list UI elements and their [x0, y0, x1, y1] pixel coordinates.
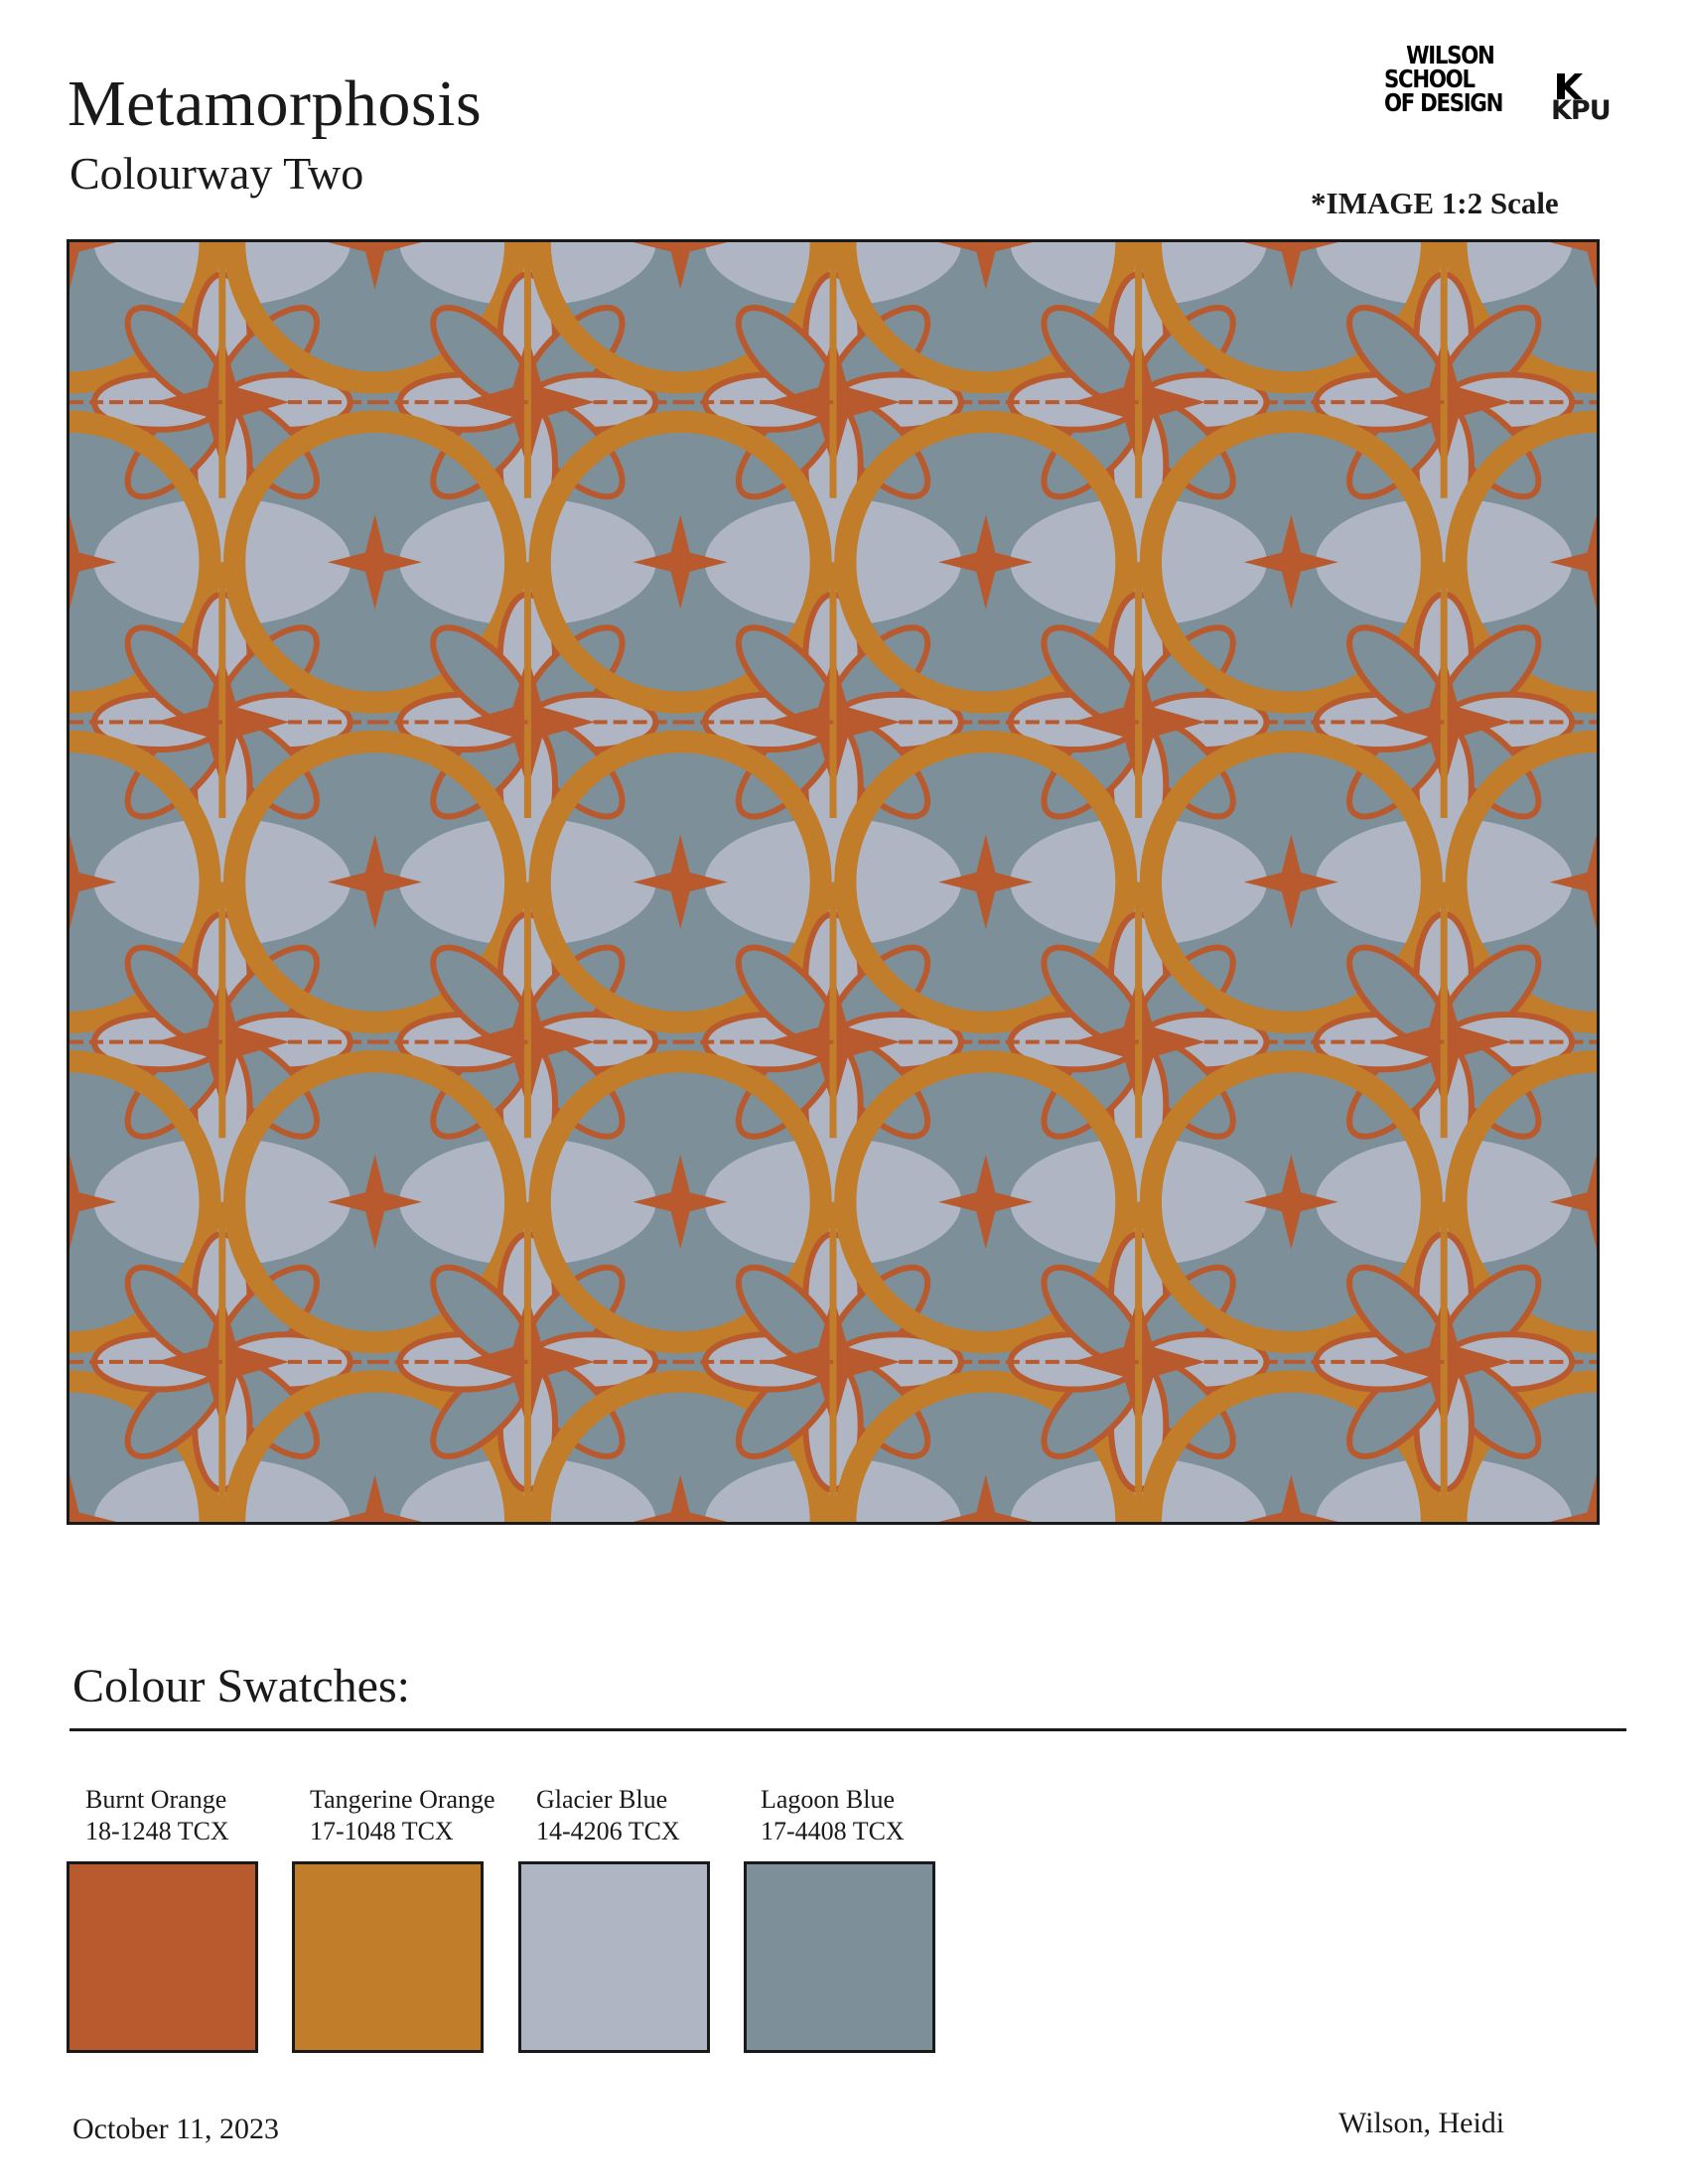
swatch-code: 17-4408 TCX — [761, 1817, 905, 1845]
page-title: Metamorphosis — [68, 68, 483, 140]
logo-line-1: WILSON — [1406, 41, 1494, 69]
swatch-name: Lagoon Blue — [761, 1785, 896, 1814]
wilson-school-logo — [1384, 41, 1511, 129]
pattern-image — [67, 239, 1600, 1525]
swatch-name: Tangerine Orange — [310, 1785, 495, 1814]
swatch-name: Glacier Blue — [536, 1785, 668, 1814]
kpu-logo-text: KPU — [1551, 95, 1611, 126]
logo-line-3: OF DESIGN — [1384, 88, 1503, 117]
swatch-chip-lagoon-blue — [744, 1861, 935, 2053]
swatch-code: 17-1048 TCX — [310, 1817, 454, 1845]
swatch-code: 14-4206 TCX — [536, 1817, 680, 1845]
section-divider — [70, 1728, 1626, 1731]
swatch-chip-tangerine-orange — [292, 1861, 484, 2053]
swatch-chip-glacier-blue — [518, 1861, 710, 2053]
swatch-code: 18-1248 TCX — [85, 1817, 229, 1845]
swatch-name: Burnt Orange — [85, 1785, 227, 1814]
footer-date: October 11, 2023 — [72, 2113, 280, 2145]
swatches-heading: Colour Swatches: — [72, 1660, 410, 1712]
metamorphosis-pattern — [70, 242, 1597, 1522]
footer-author: Wilson, Heidi — [1338, 2107, 1505, 2139]
scale-note: *IMAGE 1:2 Scale — [1311, 186, 1559, 220]
page-subtitle: Colourway Two — [70, 148, 364, 199]
swatch-chip-burnt-orange — [67, 1861, 258, 2053]
logo-line-2: SCHOOL — [1384, 65, 1475, 93]
